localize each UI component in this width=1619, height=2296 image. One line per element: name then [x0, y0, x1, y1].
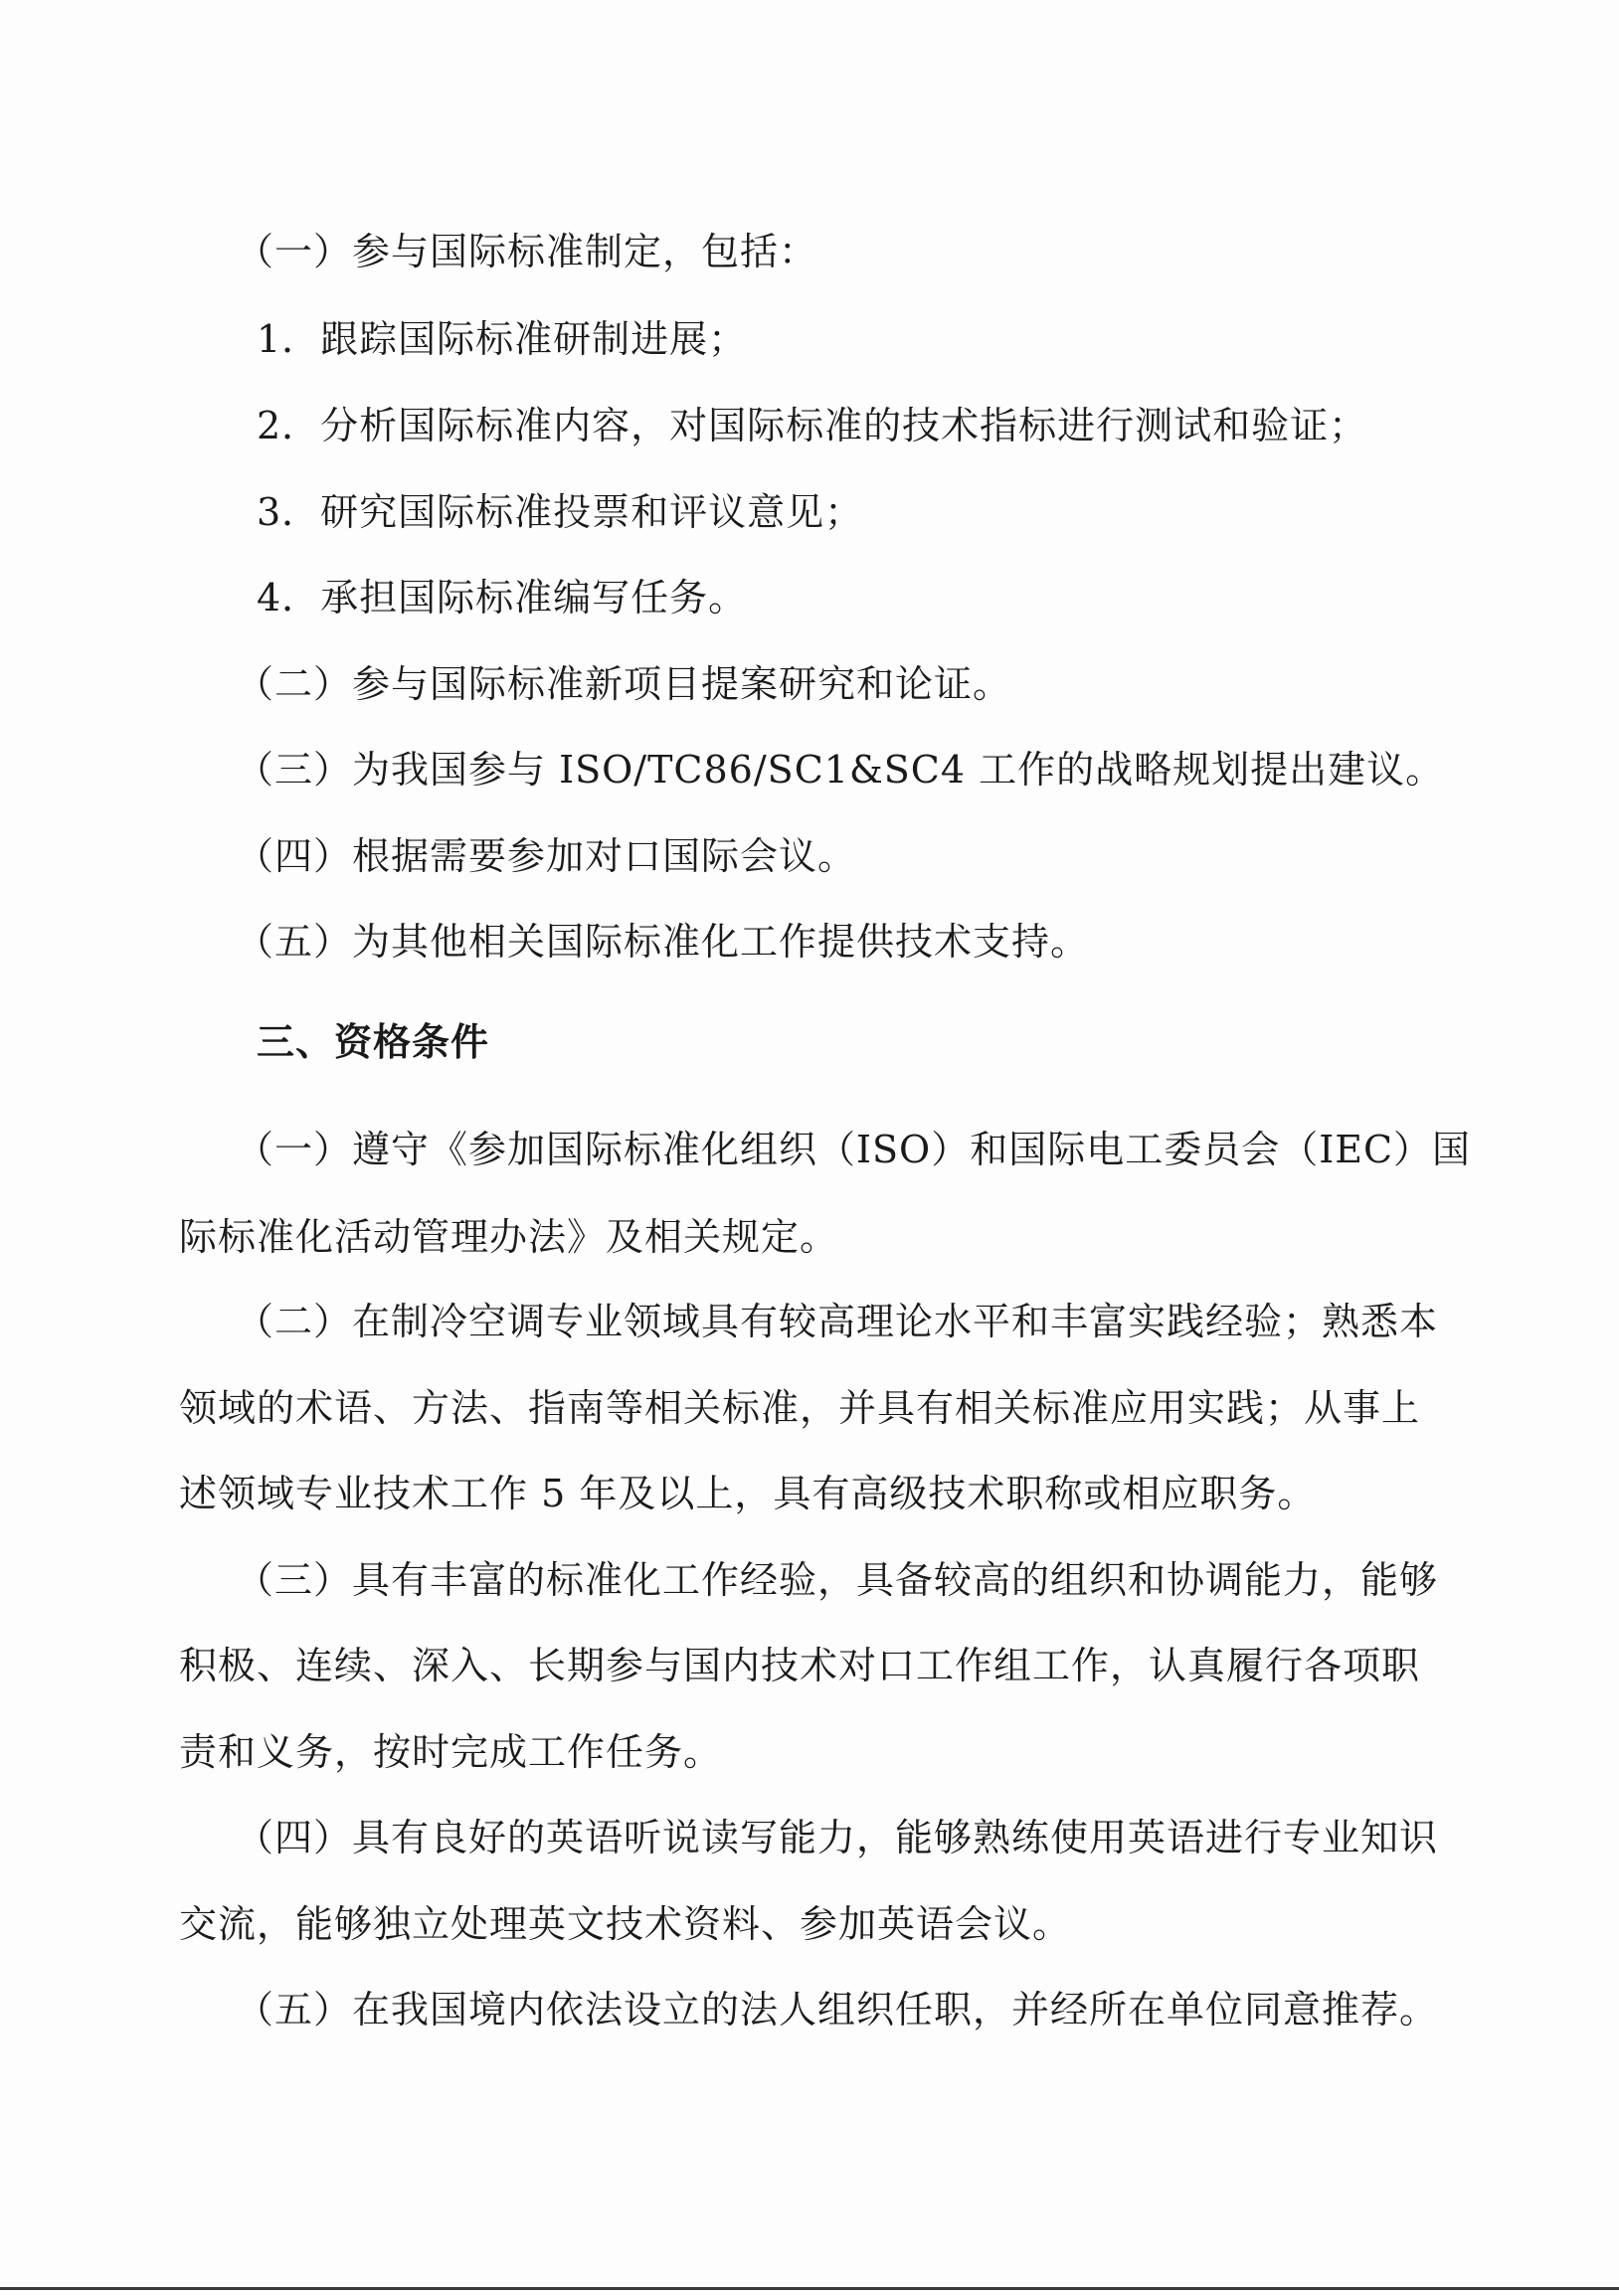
qualification-3-line-1: （三）具有丰富的标准化工作经验，具备较高的组织和协调能力，能够 — [236, 1558, 1439, 1602]
paragraph-2-item: （二）参与国际标准新项目提案研究和论证。 — [236, 662, 1012, 706]
paragraph-5-item: （五）为其他相关国际标准化工作提供技术支持。 — [236, 920, 1090, 964]
section-heading: 三、资格条件 — [257, 1020, 490, 1064]
sub-item-4: 4．承担国际标准编写任务。 — [257, 576, 748, 619]
qualification-3-line-3: 责和义务，按时完成工作任务。 — [179, 1730, 723, 1774]
qualification-3-line-2: 积极、连续、深入、长期参与国内技术对口工作组工作，认真履行各项职 — [179, 1644, 1421, 1687]
qualification-2-line-2: 领域的术语、方法、指南等相关标准，并具有相关标准应用实践；从事上 — [179, 1386, 1421, 1430]
qualification-4-line-1: （四）具有良好的英语听说读写能力，能够熟练使用英语进行专业知识 — [236, 1816, 1439, 1859]
qualification-1-line-2: 际标准化活动管理办法》及相关规定。 — [179, 1215, 839, 1259]
qualification-1-line-1: （一）遵守《参加国际标准化组织（ISO）和国际电工委员会（IEC）国 — [236, 1128, 1472, 1171]
paragraph-4-item: （四）根据需要参加对口国际会议。 — [236, 834, 857, 878]
sub-item-2: 2．分析国际标准内容，对国际标准的技术指标进行测试和验证； — [257, 404, 1368, 447]
qualification-2-line-3: 述领域专业技术工作 5 年及以上，具有高级技术职称或相应职务。 — [179, 1472, 1317, 1515]
scan-bottom-edge — [0, 2287, 1619, 2290]
qualification-4-line-2: 交流，能够独立处理英文技术资料、参加英语会议。 — [179, 1902, 1072, 1946]
sub-item-1: 1．跟踪国际标准研制进展； — [257, 317, 748, 361]
paragraph-3-item: （三）为我国参与 ISO/TC86/SC1&SC4 工作的战略规划提出建议。 — [236, 748, 1445, 792]
qualification-2-line-1: （二）在制冷空调专业领域具有较高理论水平和丰富实践经验；熟悉本 — [236, 1300, 1439, 1343]
sub-item-3: 3．研究国际标准投票和评议意见； — [257, 490, 864, 534]
paragraph-1-item: （一）参与国际标准制定，包括： — [236, 230, 818, 273]
qualification-5-line-1: （五）在我国境内依法设立的法人组织任职，并经所在单位同意推荐。 — [236, 1988, 1439, 2031]
